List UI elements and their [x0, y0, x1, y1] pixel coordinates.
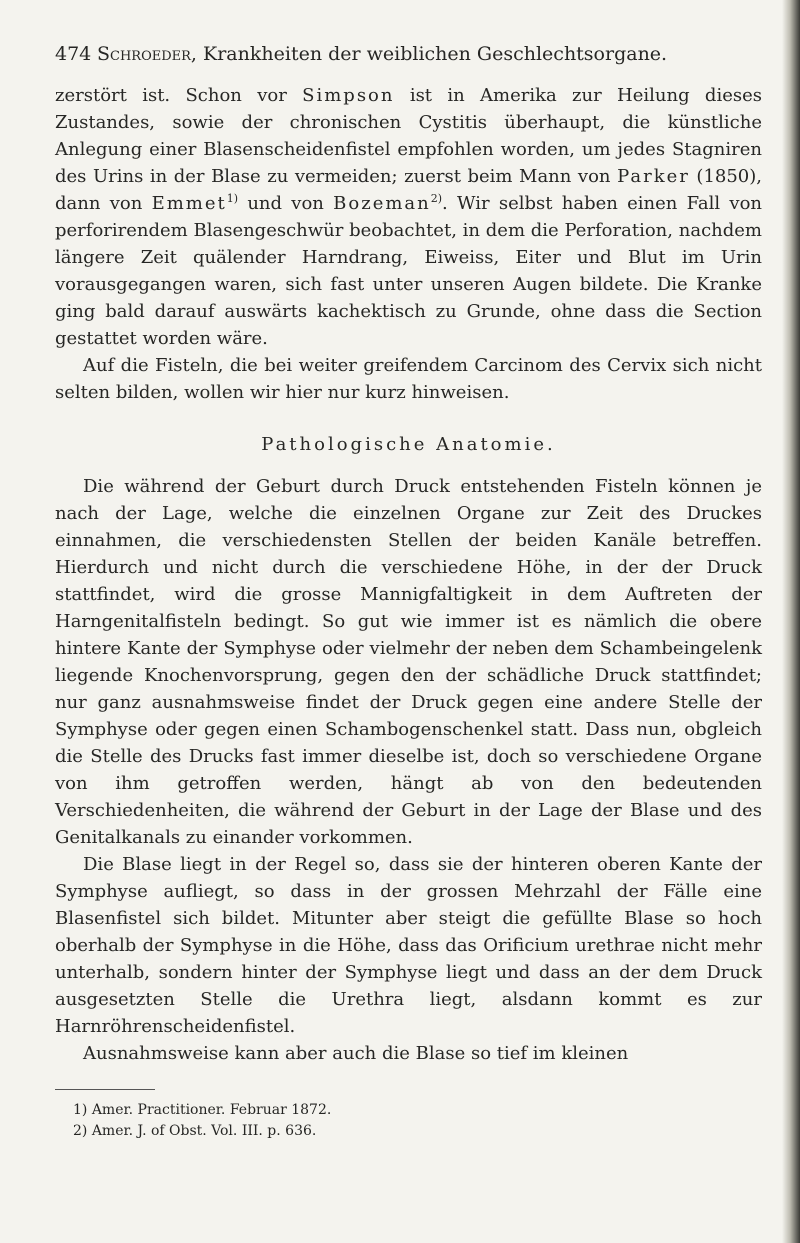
page-content	[55, 40, 762, 1142]
page-edge-shadow	[782, 0, 800, 1243]
section-heading: Pathologische Anatomie.	[261, 434, 556, 455]
paragraph-1-part: ist in Amerika zur Heilung dieses Zustandes, sowie der chronischen Cystitis überhaupt, die künstliche Anlegung einer Blasenscheidenfistel empfohlen worden, um jedes Stagniren des Urins in der Blase zu vermeiden; zuerst beim Mann von	[55, 85, 762, 187]
paragraph-5: Ausnahmsweise kann aber auch die Blase so tief im kleinen	[83, 1043, 629, 1064]
paragraph-2: Auf die Fisteln, die bei weiter greifendem Carcinom des Cervix sich nicht selten bilden, wollen wir hier nur kurz hinweisen.	[55, 355, 762, 403]
running-title	[97, 43, 667, 65]
paragraph-1-part: zerstört ist. Schon vor	[55, 85, 303, 106]
footnote-rule	[55, 1089, 155, 1090]
running-title-text: Krankheiten der weiblichen Geschlechtsorgane.	[203, 43, 668, 65]
running-author: Schroeder,	[97, 43, 197, 65]
footnotes	[55, 1100, 762, 1142]
footnote-ref-2: 2)	[430, 192, 443, 205]
author-name-bozeman: Bozeman	[333, 193, 431, 214]
footnote-2: 2) Amer. J. of Obst. Vol. III. p. 636.	[73, 1123, 317, 1139]
paragraph-1-part: und von	[238, 193, 334, 214]
paragraph-1	[55, 82, 762, 352]
author-name-emmet: Emmet	[151, 193, 227, 214]
footnote-ref-1: 1)	[226, 192, 239, 205]
paragraph-1-part: (1850), dann von	[55, 166, 762, 214]
footnote-1: 1) Amer. Practitioner. Februar 1872.	[73, 1102, 332, 1118]
body-text	[55, 82, 762, 1067]
paragraph-3: Die während der Geburt durch Druck entstehenden Fisteln können je nach der Lage, welche die einzelnen Organe zur Zeit des Druckes einnahmen, die verschiedensten Stellen der beiden Kanäle betreffen. Hierdurch und nicht durch die verschiedene Höhe, in der der Druck stattfindet, wird die grosse Mannigfaltigkeit in dem Auftreten der Harngenitalfisteln bedingt. So gut wie immer ist es nämlich die obere hintere Kante der Symphyse oder vielmehr der neben dem Schambeingelenk liegende Knochenvorsprung, gegen den der schädliche Druck stattfindet; nur ganz ausnahmsweise findet der Druck gegen eine andere Stelle der Symphyse oder gegen einen Schambogenschenkel statt. Dass nun, obgleich die Stelle des Drucks fast immer dieselbe ist, doch so verschiedene Organe von ihm getroffen werden, hängt ab von den bedeutenden Verschiedenheiten, die während der Geburt in der Lage der Blase und des Genitalkanals zu einander vorkommen.	[55, 476, 762, 848]
paragraph-4: Die Blase liegt in der Regel so, dass sie der hinteren oberen Kante der Symphyse aufliegt, so dass in der grossen Mehrzahl der Fälle eine Blasenfistel sich bildet. Mitunter aber steigt die gefüllte Blase so hoch oberhalb der Symphyse in die Höhe, dass das Orificium urethrae nicht mehr unterhalb, sondern hinter der Symphyse liegt und dass an der dem Druck ausgesetzten Stelle die Urethra liegt, alsdann kommt es zur Harnröhrenscheidenfistel.	[55, 854, 762, 1037]
paragraph-1-part: . Wir selbst haben einen Fall von perforirendem Blasengeschwür beobachtet, in dem die Perforation, nachdem längere Zeit quälender Harndrang, Eiweiss, Eiter und Blut im Urin vorausgegangen waren, sich fast unter unseren Augen bildete. Die Kranke ging bald darauf auswärts kachektisch zu Grunde, ohne dass die Section gestattet worden wäre.	[55, 193, 762, 349]
running-head	[55, 40, 762, 82]
author-name-parker: Parker	[617, 166, 690, 187]
page-number: 474	[55, 43, 92, 65]
author-name-simpson: Simpson	[302, 85, 395, 106]
